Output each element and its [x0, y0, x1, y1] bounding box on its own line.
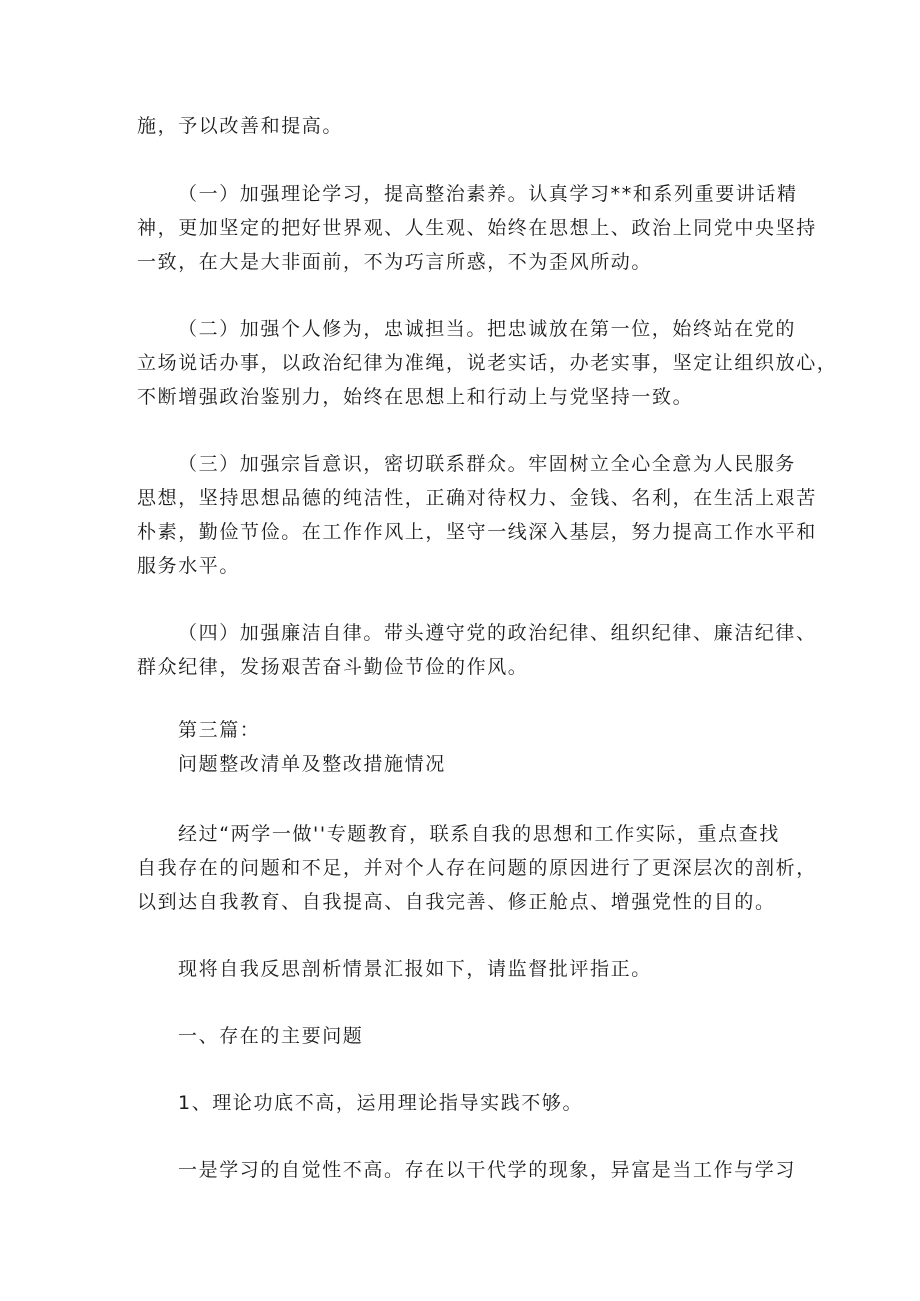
chapter-label: 第三篇： — [178, 719, 261, 741]
paragraph-line: 立场说话办事，以政治纪律为准绳，说老实话，办老实事，坚定让组织放心， — [137, 352, 838, 374]
paragraph-line: 自我存在的问题和不足，并对个人存在问题的原因进行了更深层次的剖析， — [137, 857, 817, 879]
paragraph-line: 朴素，勤俭节俭。在工作作风上，坚守一线深入基层，努力提高工作水平和 — [137, 521, 817, 543]
subsection-heading: 1、理论功底不高，运用理论指导实践不够。 — [178, 1092, 584, 1114]
paragraph-line: 群众纪律，发扬艰苦奋斗勤俭节俭的作风。 — [137, 656, 529, 678]
paragraph-line: 服务水平。 — [137, 555, 241, 577]
paragraph-line: 神，更加坚定的把好世界观、人生观、始终在思想上、政治上同党中央坚持 — [137, 217, 817, 239]
paragraph-line: 以到达自我教育、自我提高、自我完善、修正舱点、增强党性的目的。 — [137, 891, 776, 913]
section-heading-2: （二）加强个人修为，忠诚担当。把忠诚放在第一位，始终站在党的 — [178, 318, 797, 340]
section-heading-1: （一）加强理论学习，提高整治素养。认真学习**和系列重要讲话精 — [178, 183, 798, 205]
paragraph-line: 施，予以改善和提高。 — [137, 115, 344, 137]
paragraph-line: 现将自我反思剖析情景汇报如下，请监督批评指正。 — [178, 958, 652, 980]
paragraph-line: 思想，坚持思想品德的纯洁性，正确对待权力、金钱、名利，在生活上艰苦 — [137, 487, 817, 509]
paragraph-line: 一致，在大是大非面前，不为巧言所惑，不为歪风所动。 — [137, 251, 653, 273]
section-heading: 一、存在的主要问题 — [178, 1025, 364, 1047]
section-heading-4: （四）加强廉洁自律。带头遵守党的政治纪律、组织纪律、廉洁纪律、 — [178, 622, 817, 644]
section-heading-3: （三）加强宗旨意识，密切联系群众。牢固树立全心全意为人民服务 — [178, 453, 797, 475]
paragraph-line: 经过“两学一做''专题教育，联系自我的思想和工作实际，重点查找 — [178, 823, 780, 845]
paragraph-line: 一是学习的自觉性不高。存在以干代学的现象，异富是当工作与学习 — [178, 1159, 797, 1181]
paragraph-line: 不断增强政治鉴别力，始终在思想上和行动上与党坚持一致。 — [137, 386, 694, 408]
chapter-title: 问题整改清单及整改措施情况 — [178, 753, 446, 775]
